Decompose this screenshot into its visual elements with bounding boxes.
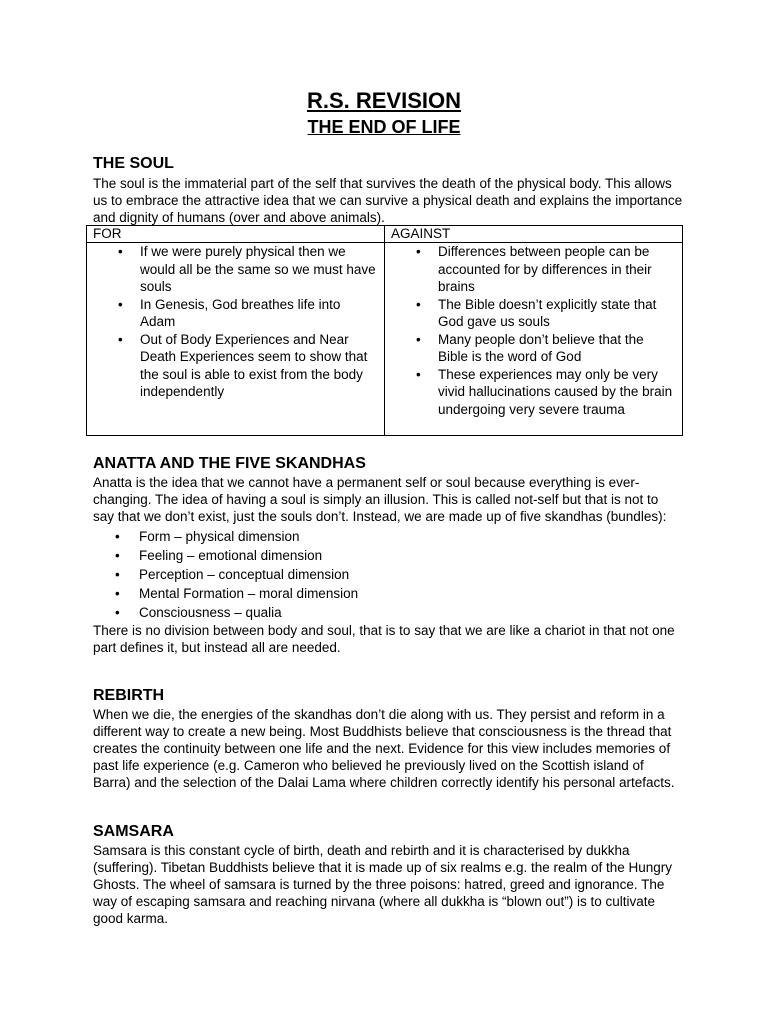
bullet-icon: •	[416, 244, 421, 259]
for-against-table	[86, 225, 683, 436]
bullet-icon: •	[416, 331, 421, 347]
for-item-text: In Genesis, God breathes life into Adam	[140, 296, 341, 329]
table-header-row	[87, 226, 683, 243]
bullet-icon: •	[115, 529, 120, 544]
against-item	[385, 243, 682, 296]
against-item-text: Differences between people can be accounted for by differences in their brains	[438, 244, 652, 294]
for-item	[87, 243, 384, 296]
against-item	[385, 331, 682, 366]
section-samsara	[93, 822, 683, 927]
page-subtitle: THE END OF LIFE	[307, 117, 461, 137]
skandha-text: Mental Formation – moral dimension	[139, 586, 359, 601]
section-rebirth	[93, 686, 683, 791]
page-title: R.S. REVISION	[306, 88, 462, 113]
bullet-icon: •	[416, 296, 421, 312]
skandha-list	[93, 527, 683, 622]
bullet-icon: •	[115, 567, 120, 582]
section-heading-samsara: SAMSARA	[93, 823, 174, 840]
for-item	[87, 331, 384, 401]
list-item	[93, 565, 683, 584]
section-soul	[93, 154, 683, 226]
against-item	[385, 296, 682, 331]
against-item	[385, 366, 682, 419]
for-item-text: If we were purely physical then we would all be the same so we must have souls	[140, 244, 376, 294]
against-item-text: These experiences may only be very vivid hallucinations caused by the brain undergoing very severe trauma	[438, 366, 673, 417]
bullet-icon: •	[118, 331, 123, 347]
skandha-text: Form – physical dimension	[139, 529, 300, 544]
list-item	[93, 603, 683, 622]
skandha-text: Feeling – emotional dimension	[139, 548, 323, 563]
soul-intro: The soul is the immaterial part of the self that survives the death of the physical body. This allows us to embrace the attractive idea that we can survive a physical death and explains the importance and dignity of humans (over and above animals).	[93, 176, 683, 225]
bullet-icon: •	[118, 244, 123, 259]
against-item-text: Many people don’t believe that the Bible is the word of God	[438, 331, 644, 364]
list-item	[93, 546, 683, 565]
skandha-text: Consciousness – qualia	[139, 605, 282, 620]
for-item	[87, 296, 384, 331]
against-item-text: The Bible doesn’t explicitly state that God gave us souls	[438, 296, 657, 329]
bullet-icon: •	[115, 605, 120, 620]
bullet-icon: •	[115, 586, 120, 601]
list-item	[93, 584, 683, 603]
for-column	[87, 243, 385, 436]
samsara-body: Samsara is this constant cycle of birth, death and rebirth and it is characterised by dukkha (suffering). Tibetan Buddhists believe that it is made up of six realms e.g. the realm of the Hungry Ghosts. The wheel of samsara is turned by the three poisons: hatred, greed and ignorance. The way of escaping samsara and reaching nirvana (where all dukkha is “blown out”) is to cultivate good karma.	[93, 843, 673, 926]
table-body-row	[87, 243, 683, 436]
section-heading-anatta: ANATTA AND THE FIVE SKANDHAS	[93, 455, 366, 472]
bullet-icon: •	[115, 548, 120, 563]
section-heading-soul: THE SOUL	[93, 155, 174, 172]
section-heading-rebirth: REBIRTH	[93, 687, 165, 704]
bullet-icon: •	[416, 366, 421, 382]
anatta-intro: Anatta is the idea that we cannot have a permanent self or soul because everything is ever-changing. The idea of having a soul is simply an illusion. This is called not-self but that is not to say that we don’t exist, just the souls don’t. Instead, we are made up of five skandhas (bundles):	[93, 475, 667, 524]
for-header: FOR	[87, 226, 385, 243]
section-anatta	[93, 454, 683, 656]
for-item-text: Out of Body Experiences and Near Death Experiences seem to show that the soul is able to exist from the body independently	[140, 331, 368, 399]
skandha-text: Perception – conceptual dimension	[139, 567, 350, 582]
list-item	[93, 527, 683, 546]
against-header: AGAINST	[385, 226, 683, 243]
rebirth-body: When we die, the energies of the skandhas don’t die along with us. They persist and reform in a different way to create a new being. Most Buddhists believe that consciousness is the thread that creates the continuity between one life and the next. Evidence for this view includes memories of past life experience (e.g. Cameron who believed he previously lived on the Scottish island of Barra) and the selection of the Dalai Lama where children correctly identify his personal artefacts.	[93, 707, 675, 790]
against-column	[385, 243, 683, 436]
bullet-icon: •	[118, 296, 123, 312]
anatta-outro: There is no division between body and soul, that is to say that we are like a chariot in that not one part defines it, but instead all are needed.	[93, 623, 675, 655]
